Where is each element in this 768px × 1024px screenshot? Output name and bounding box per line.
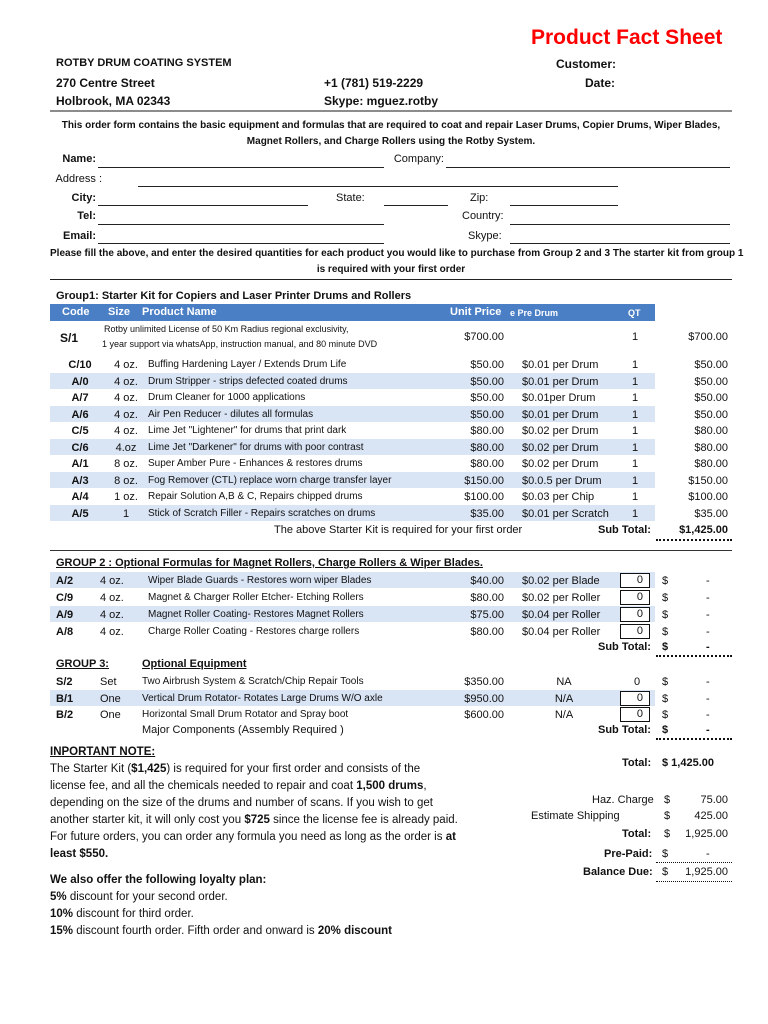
loyalty-percent: 20% discount xyxy=(317,925,392,937)
note-emphasis: least $550. xyxy=(50,848,109,860)
product-name: Two Airbrush System & Scratch/Chip Repair Tools xyxy=(142,676,364,687)
table-row xyxy=(50,357,732,373)
note-emphasis: at xyxy=(445,831,456,843)
instructions-line-1: Please fill the above, and enter the desired quantities for each product you would like to purchase from Group 2 and 3 The starter kit from group 1 xyxy=(50,248,744,259)
product-size: 4 oz. xyxy=(114,425,138,437)
product-code: S/2 xyxy=(56,676,73,688)
loyalty-text: discount for your second order. xyxy=(66,891,228,903)
group1-title: Group1: Starter Kit for Copiers and Laser Printer Drums and Rollers xyxy=(56,290,412,302)
line-total: $80.00 xyxy=(694,425,728,437)
group1-subtotal: $1,425.00 xyxy=(679,524,728,536)
price-per-unit: $0.01 per Drum xyxy=(522,359,599,371)
state-field[interactable] xyxy=(384,205,448,206)
product-name: Magnet & Charger Roller Etcher- Etching Rollers xyxy=(148,592,364,603)
unit-price: $100.00 xyxy=(464,491,504,503)
unit-price: $80.00 xyxy=(470,441,504,454)
currency-symbol: $ xyxy=(662,692,669,705)
unit-price: $50.00 xyxy=(470,359,504,371)
line-total: $50.00 xyxy=(694,359,728,371)
product-size: 4 oz. xyxy=(114,359,138,371)
line-total: - xyxy=(706,692,710,705)
product-size: One xyxy=(100,692,121,705)
price-per-unit: $0.04 per Roller xyxy=(522,626,601,638)
company-name: ROTBY DRUM COATING SYSTEM xyxy=(56,57,232,69)
quantity-input[interactable]: 0 xyxy=(620,607,650,622)
loyalty-plan xyxy=(50,872,392,940)
product-name: Horizontal Small Drum Rotator and Spray boot xyxy=(142,709,349,720)
unit-price: $50.00 xyxy=(470,408,504,421)
product-code: A/6 xyxy=(71,408,89,421)
product-code: A/4 xyxy=(71,491,89,503)
line-total: $100.00 xyxy=(688,491,728,503)
skype-label: Skype: xyxy=(468,230,502,242)
col-code: Code xyxy=(62,306,90,318)
product-name: Vertical Drum Rotator- Rotates Large Drums W/O axle xyxy=(142,692,383,704)
price-per-unit: N/A xyxy=(554,692,574,705)
subtotal-underline xyxy=(656,655,732,657)
quantity: 1 xyxy=(632,359,639,371)
group2-title: GROUP 2 : Optional Formulas for Magnet Rollers, Charge Rollers & Wiper Blades. xyxy=(56,557,483,569)
state-label: State: xyxy=(336,192,365,204)
price-per-unit: N/A xyxy=(554,709,574,721)
quantity: 1 xyxy=(632,425,639,437)
group3-subtotal: - xyxy=(706,724,710,736)
product-code: B/1 xyxy=(56,692,74,705)
zip-label: Zip: xyxy=(470,192,489,204)
total2-currency: $ xyxy=(664,828,671,840)
table-row xyxy=(50,590,732,606)
product-name: Air Pen Reducer - dilutes all formulas xyxy=(148,408,314,420)
group3-subtitle: Optional Equipment xyxy=(142,658,247,670)
country-field[interactable] xyxy=(510,224,730,225)
line-total: - xyxy=(706,575,710,587)
price-per-unit: $0.04 per Roller xyxy=(522,609,601,621)
currency-symbol: $ xyxy=(662,609,669,621)
line-total: $150.00 xyxy=(688,474,728,487)
quantity: 1 xyxy=(632,491,639,503)
note-text: another starter kit, it will only cost you xyxy=(50,814,245,826)
table-row xyxy=(50,707,732,723)
price-per-unit: $0.02 per Drum xyxy=(522,458,599,470)
quantity-input[interactable]: 0 xyxy=(620,691,650,706)
tel-field[interactable] xyxy=(98,224,384,225)
instructions-line-2: is required with your first order xyxy=(316,264,466,275)
currency-symbol: $ xyxy=(662,575,669,587)
product-size: 4 oz. xyxy=(100,609,124,621)
note-text: since the license fee is already paid. xyxy=(269,814,458,826)
quantity: 1 xyxy=(632,392,639,404)
group3-subtotal-label: Sub Total: xyxy=(598,724,651,736)
table-row xyxy=(50,423,732,439)
unit-price: $350.00 xyxy=(464,676,504,688)
product-code: C/5 xyxy=(71,425,89,437)
price-per-unit: $0.02 per Drum xyxy=(522,425,599,437)
product-name: Repair Solution A,B & C, Repairs chipped drums xyxy=(148,491,363,502)
product-size: One xyxy=(100,709,121,721)
address-label: Address : xyxy=(55,173,102,185)
product-name: Lime Jet "Lightener" for drums that print dark xyxy=(148,425,347,436)
col-size: Size xyxy=(108,306,131,318)
loyalty-text: discount for third order. xyxy=(73,908,194,920)
major-components: Major Components (Assembly Required ) xyxy=(142,724,344,736)
s1-qty: 1 xyxy=(632,331,639,343)
company-city: Holbrook, MA 02343 xyxy=(56,94,171,108)
line-total: $35.00 xyxy=(694,507,728,520)
page-title: Product Fact Sheet xyxy=(531,26,723,49)
product-size: 1 oz. xyxy=(114,491,138,503)
company-field[interactable] xyxy=(446,167,730,168)
note-heading: INPORTANT NOTE: xyxy=(50,746,156,758)
s1-code: S/1 xyxy=(60,331,79,345)
product-name: Lime Jet "Darkener" for drums with poor contrast xyxy=(148,441,364,453)
currency-symbol: $ xyxy=(662,709,669,721)
prepaid-underline xyxy=(656,862,732,863)
product-name: Super Amber Pure - Enhances & restores drums xyxy=(148,458,363,469)
price-per-unit: $0.01per Drum xyxy=(522,392,596,404)
intro-line-2: Magnet Rollers, and Charge Rollers using the Rotby System. xyxy=(246,136,536,147)
product-size: 4 oz. xyxy=(114,375,138,388)
price-per-unit: $0.02 per Drum xyxy=(522,441,599,454)
currency-symbol: $ xyxy=(662,676,669,688)
company-field-label: Company: xyxy=(393,153,444,165)
group2-subtotal-currency: $ xyxy=(662,641,669,653)
product-size: 4 oz. xyxy=(114,392,138,404)
quantity: 1 xyxy=(632,458,639,470)
price-per-unit: $0.03 per Chip xyxy=(522,491,595,503)
line-total: $50.00 xyxy=(694,375,728,388)
unit-price: $950.00 xyxy=(464,692,504,705)
table-row xyxy=(50,374,732,390)
product-name: Drum Cleaner for 1000 applications xyxy=(148,392,306,403)
product-code: A/7 xyxy=(71,392,89,404)
line-total: $50.00 xyxy=(694,392,728,404)
line-total: - xyxy=(706,609,710,621)
line-total: - xyxy=(706,709,710,721)
note-emphasis: $725 xyxy=(244,814,270,826)
product-code: A/1 xyxy=(71,458,89,470)
note-text: ) is required for your first order and consists of the xyxy=(166,763,421,775)
balance-due-currency: $ xyxy=(662,866,669,878)
product-size: 4 oz. xyxy=(114,408,138,421)
loyalty-percent: 5% xyxy=(50,891,67,903)
starter-kit-note: The above Starter Kit is required for your first order xyxy=(274,524,523,536)
company-phone: +1 (781) 519-2229 xyxy=(324,76,424,90)
line-total: $50.00 xyxy=(694,408,728,421)
product-code: A/3 xyxy=(71,474,89,487)
unit-price: $80.00 xyxy=(470,626,504,638)
balance-underline xyxy=(656,881,732,882)
product-size: 8 oz. xyxy=(114,474,138,487)
product-size: Set xyxy=(100,676,117,688)
quantity: 1 xyxy=(632,408,639,421)
product-size: 8 oz. xyxy=(114,458,138,470)
price-per-unit: $0.01 per Scratch xyxy=(522,507,609,520)
currency-symbol: $ xyxy=(662,626,669,638)
product-size: 4.oz xyxy=(115,441,137,454)
price-per-unit: $0.0.5 per Drum xyxy=(522,474,602,487)
email-field[interactable] xyxy=(98,243,384,244)
line-total: - xyxy=(706,676,710,688)
s1-name-line-2: 1 year support via whatsApp, instruction manual, and 80 minute DVD xyxy=(102,339,378,349)
s1-name-line-1: Rotby unlimited License of 50 Km Radius regional exclusivity, xyxy=(104,324,349,334)
total2-label: Total: xyxy=(622,828,652,840)
loyalty-percent: 10% xyxy=(50,908,74,920)
tel-label: Tel: xyxy=(77,210,96,222)
note-text: license fee, and all the chemicals needed to repair and coat xyxy=(50,780,357,792)
prepaid-label: Pre-Paid: xyxy=(604,848,653,860)
skype-field[interactable] xyxy=(510,243,730,244)
unit-price: $80.00 xyxy=(470,458,504,470)
quantity: 1 xyxy=(632,474,639,487)
city-field[interactable] xyxy=(98,205,308,206)
unit-price: $80.00 xyxy=(470,425,504,437)
group2-subtotal: - xyxy=(706,641,710,653)
product-name: Buffing Hardening Layer / Extends Drum Life xyxy=(148,359,347,370)
total1-label: Total: xyxy=(622,757,652,769)
unit-price: $150.00 xyxy=(464,474,504,487)
haz-charge-value: 75.00 xyxy=(700,794,728,806)
quantity: 1 xyxy=(632,507,639,520)
country-label: Country: xyxy=(462,210,504,222)
table-row xyxy=(50,456,732,472)
unit-price: $50.00 xyxy=(470,392,504,404)
currency-symbol: $ xyxy=(662,592,669,604)
prepaid-value: - xyxy=(706,848,710,860)
line-total: - xyxy=(706,626,710,638)
product-size: 4 oz. xyxy=(100,592,124,604)
group3-subtotal-currency: $ xyxy=(662,724,669,736)
product-code: A/5 xyxy=(71,507,89,520)
note-text: depending on the size of the drums and number of scans. If you wish to get xyxy=(50,797,433,809)
customer-label: Customer: xyxy=(556,57,617,71)
group1-divider xyxy=(50,550,732,551)
col-unit-price: Unit Price xyxy=(450,306,502,318)
table-row xyxy=(50,506,732,522)
price-per-unit: $0.01 per Drum xyxy=(522,408,599,421)
intro-line-1: This order form contains the basic equipment and formulas that are required to coat and repair Laser Drums, Copier Drums, Wiper Blades, xyxy=(61,120,721,131)
col-quantity: QT xyxy=(628,308,641,318)
header-divider xyxy=(50,110,732,112)
unit-price: $75.00 xyxy=(470,609,504,621)
unit-price: $600.00 xyxy=(464,709,504,721)
table-row xyxy=(50,573,732,589)
product-name: Charge Roller Coating - Restores charge rollers xyxy=(148,626,360,637)
col-product-name: Product Name xyxy=(142,306,217,318)
line-total: $80.00 xyxy=(694,458,728,470)
shipping-currency: $ xyxy=(664,810,671,822)
form-divider xyxy=(50,279,732,280)
address-field[interactable] xyxy=(138,186,618,187)
price-per-unit: $0.02 per Roller xyxy=(522,592,601,604)
quantity: 0 xyxy=(634,676,641,688)
product-code: C/9 xyxy=(56,592,74,604)
unit-price: $35.00 xyxy=(470,507,504,520)
price-per-unit: $0.02 per Blade xyxy=(522,575,600,587)
product-code: A/0 xyxy=(71,375,89,388)
product-name: Magnet Roller Coating- Restores Magnet Rollers xyxy=(148,609,364,620)
table-row xyxy=(50,624,732,640)
s1-total: $700.00 xyxy=(688,331,728,343)
note-emphasis: $1,425 xyxy=(131,763,167,775)
product-name: Fog Remover (CTL) replace worn charge transfer layer xyxy=(148,474,392,486)
unit-price: $80.00 xyxy=(470,592,504,604)
note-text: For future orders, you can order any formula you need as long as the order is xyxy=(50,831,446,843)
unit-price: $50.00 xyxy=(470,375,504,388)
shipping-value: 425.00 xyxy=(694,810,728,822)
product-size: 4 oz. xyxy=(100,575,124,587)
total1-value: $ 1,425.00 xyxy=(662,757,714,769)
subtotal-underline xyxy=(656,539,732,541)
group1-header-row xyxy=(50,304,655,321)
note-text: , xyxy=(423,780,427,792)
group3-title: GROUP 3: xyxy=(56,658,109,670)
haz-charge-currency: $ xyxy=(664,794,671,806)
product-code: A/8 xyxy=(56,626,74,638)
s1-price: $700.00 xyxy=(464,331,504,343)
line-total: - xyxy=(706,592,710,604)
group1-subtotal-label: Sub Total: xyxy=(598,524,651,536)
loyalty-heading: We also offer the following loyalty plan: xyxy=(50,874,267,886)
shipping-label: Estimate Shipping xyxy=(531,810,620,822)
table-row xyxy=(50,674,732,690)
name-label: Name: xyxy=(62,153,96,165)
product-size: 4 oz. xyxy=(100,626,124,638)
product-code: A/2 xyxy=(56,575,74,587)
table-row xyxy=(50,390,732,406)
loyalty-percent: 15% xyxy=(50,925,74,937)
total2-value: 1,925.00 xyxy=(685,828,728,840)
table-row xyxy=(50,691,732,707)
quantity-input[interactable]: 0 xyxy=(620,590,650,605)
product-code: B/2 xyxy=(56,709,74,721)
zip-field[interactable] xyxy=(510,205,618,206)
table-row xyxy=(50,473,732,489)
note-emphasis: 1,500 drums xyxy=(356,780,424,792)
price-per-unit: $0.01 per Drum xyxy=(522,375,599,388)
price-per-unit: NA xyxy=(556,676,572,688)
email-label: Email: xyxy=(62,230,96,242)
prepaid-currency: $ xyxy=(662,848,669,860)
quantity: 1 xyxy=(632,441,639,454)
important-note xyxy=(50,744,458,863)
table-row xyxy=(50,440,732,456)
table-row xyxy=(50,489,732,505)
product-code: A/9 xyxy=(56,609,74,621)
quantity-input[interactable]: 0 xyxy=(620,573,650,588)
unit-price: $40.00 xyxy=(470,575,504,587)
table-row xyxy=(50,607,732,623)
product-code: C/10 xyxy=(68,359,92,371)
product-name: Stick of Scratch Filler - Repairs scratches on drums xyxy=(148,507,376,519)
name-field[interactable] xyxy=(98,167,384,168)
balance-due-value: 1,925.00 xyxy=(685,866,728,878)
table-row xyxy=(50,407,732,423)
product-name: Drum Stripper - strips defected coated drums xyxy=(148,375,348,387)
balance-due-label: Balance Due: xyxy=(583,866,653,878)
company-skype: Skype: mguez.rotby xyxy=(324,94,439,108)
subtotal-underline xyxy=(656,738,732,740)
city-label: City: xyxy=(71,192,96,204)
line-total: $80.00 xyxy=(694,441,728,454)
haz-charge-label: Haz. Charge xyxy=(592,794,654,806)
col-price-per-drum: e Pre Drum xyxy=(510,308,559,318)
quantity-input[interactable]: 0 xyxy=(620,624,650,639)
loyalty-text: discount fourth order. Fifth order and onward is xyxy=(73,925,318,937)
date-label: Date: xyxy=(585,76,616,90)
product-size: 1 xyxy=(122,507,130,520)
note-text: The Starter Kit ( xyxy=(50,763,132,775)
group2-subtotal-label: Sub Total: xyxy=(598,641,651,653)
quantity: 1 xyxy=(632,375,639,388)
product-code: C/6 xyxy=(71,441,89,454)
product-name: Wiper Blade Guards - Restores worn wiper Blades xyxy=(148,575,372,586)
quantity-input[interactable]: 0 xyxy=(620,707,650,722)
company-street: 270 Centre Street xyxy=(56,76,155,90)
